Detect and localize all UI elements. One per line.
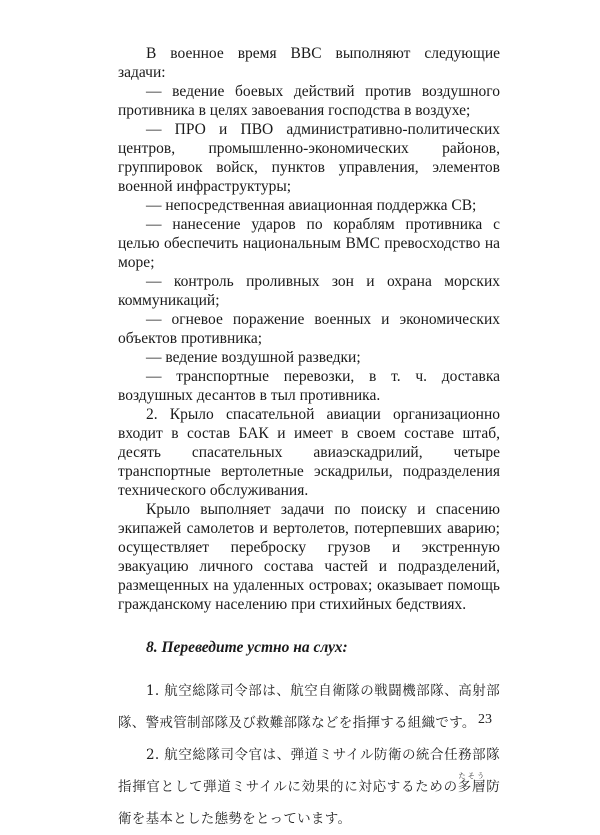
furigana-word: [457, 772, 487, 795]
task-item: — ведение боевых действий против воздушного противника в целях завоевания господства в воздухе;: [118, 83, 500, 119]
task-item: — ведение воздушной разведки;: [146, 349, 361, 366]
task-item: — ПРО и ПВО административно-политических центров, промышленно-экономических районов, группировок войск, пунктов управления, элементов военной инфраструктуры;: [118, 121, 500, 195]
task-item: — нанесение ударов по кораблям противника с целью обеспечить национальным ВМС превосходство на море;: [118, 216, 500, 271]
page-number: 23: [478, 712, 492, 727]
sentence-2-end: 防衛を基本とした態勢をとっています。: [118, 779, 500, 827]
paragraph-rescue-tasks: Крыло выполняет задачи по поиску и спасению экипажей самолетов и вертолетов, потерпевших аварию; осуществляет переброску грузов и экстренную эвакуацию личного состава частей и подразделений, размещенных на удаленных островах; оказывает помощь гражданскому населению при стихийных бедствиях.: [118, 501, 500, 613]
japanese-sentence-1: 1. 航空総隊司令部は、航空自衛隊の戦闘機部隊、高射部隊、警戒管制部隊及び救難部隊などを指揮する組織です。: [118, 683, 500, 731]
task-item: — огневое поражение военных и экономических объектов противника;: [118, 311, 500, 347]
page-content: [118, 44, 500, 835]
paragraph-rescue-wing: 2. Крыло спасательной авиации организационно входит в состав БАК и имеет в своем составе штаб, десять спасательных авиаэскадрилий, четыре транспортные вертолетные эскадрильи, подразделения технического обслуживания.: [118, 406, 500, 499]
sentence-2-start: 2. 航空総隊司令官は、弾道ミサイル防衛の統合任務部隊指揮官として弾道ミサイルに効果的に対応するための: [118, 747, 500, 795]
tasks-intro: В военное время ВВС выполняют следующие задачи:: [118, 45, 500, 81]
task-item: — контроль проливных зон и охрана морских коммуникаций;: [118, 273, 500, 309]
task-item: — непосредственная авиационная поддержка СВ;: [146, 197, 477, 214]
ruby-reading: たそう: [457, 772, 486, 780]
ruby-base: 多層: [457, 779, 487, 795]
task-item: — транспортные перевозки, в т. ч. доставка воздушных десантов в тыл противника.: [118, 368, 500, 404]
japanese-sentence-2: [118, 739, 500, 835]
exercise-heading: 8. Переведите устно на слух:: [146, 639, 348, 656]
